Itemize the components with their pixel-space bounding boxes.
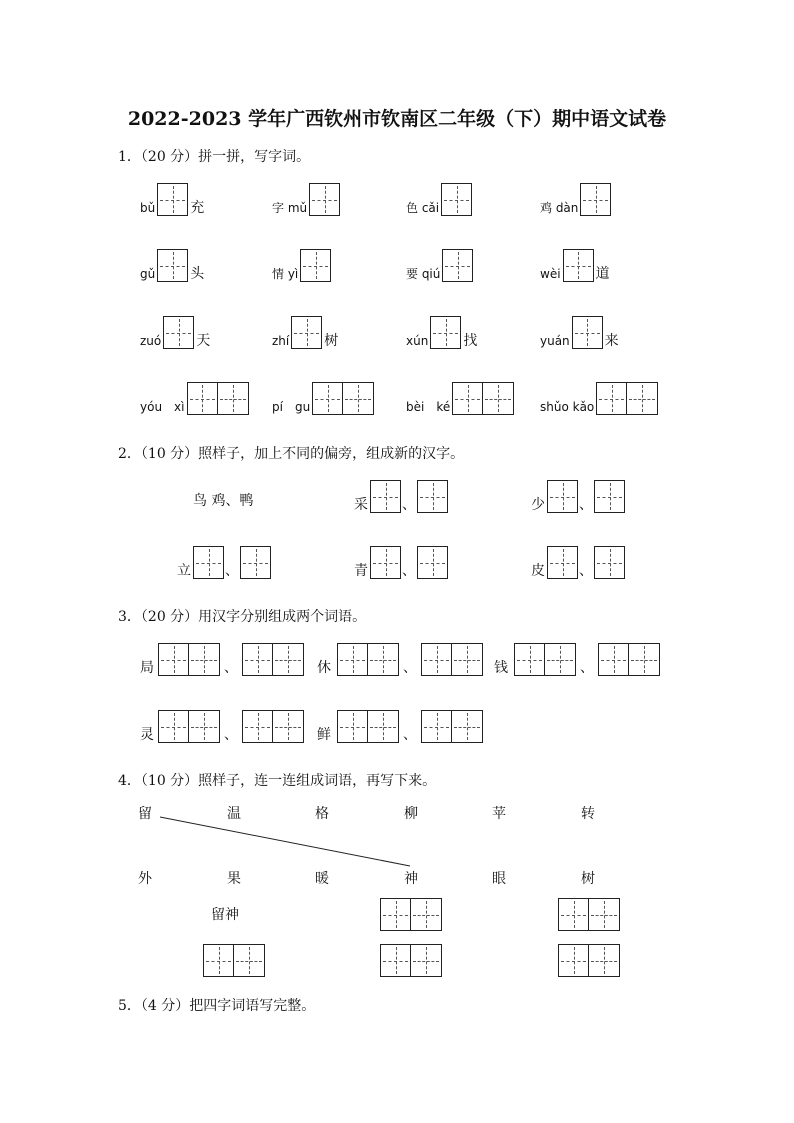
q3-item-xian: 鲜 、 bbox=[315, 710, 483, 743]
writing-box[interactable] bbox=[203, 944, 234, 977]
q1-item-16: shǔo kǎo bbox=[538, 382, 658, 415]
q4-top-3[interactable]: 格 bbox=[315, 806, 329, 822]
q1-item-5: gǔ 头 bbox=[138, 249, 206, 282]
q1-item-15: bèi ké bbox=[404, 382, 514, 415]
q1-item-4: 鸡 dàn bbox=[538, 183, 611, 216]
q1-item-6: 情 yì bbox=[270, 249, 331, 282]
q1-item-2: 字 mǔ bbox=[270, 183, 340, 216]
q2-example: 鸟 鸡、鸭 bbox=[193, 493, 254, 509]
q4-top-1[interactable]: 留 bbox=[138, 806, 152, 822]
writing-box[interactable] bbox=[589, 944, 620, 977]
writing-box[interactable] bbox=[380, 944, 411, 977]
q2-heading: 2．（10 分）照样子，加上不同的偏旁，组成新的汉字。 bbox=[118, 446, 465, 462]
q4-bottom-6[interactable]: 树 bbox=[581, 871, 595, 887]
q1-item-8: wèi 道 bbox=[538, 249, 612, 282]
writing-box[interactable] bbox=[380, 898, 411, 931]
q2-item-li: 立 、 bbox=[175, 546, 271, 579]
q3-item-ju: 局 、 bbox=[138, 643, 304, 676]
q3-heading: 3．（20 分）用汉字分别组成两个词语。 bbox=[118, 609, 367, 625]
q4-example-word: 留神 bbox=[211, 907, 239, 923]
q4-answer-box-2 bbox=[558, 898, 620, 931]
q4-bottom-3[interactable]: 暖 bbox=[315, 871, 329, 887]
q3-item-ling: 灵 、 bbox=[138, 710, 304, 743]
q2-item-cai: 采 、 bbox=[352, 480, 448, 513]
q1-item-1: bǔ 充 bbox=[138, 183, 206, 216]
writing-box[interactable] bbox=[589, 898, 620, 931]
writing-box[interactable] bbox=[558, 944, 589, 977]
writing-box[interactable] bbox=[234, 944, 265, 977]
q5-heading: 5．（4 分）把四字词语写完整。 bbox=[118, 998, 316, 1014]
q4-bottom-2[interactable]: 果 bbox=[227, 871, 241, 887]
q4-answer-box-3 bbox=[203, 944, 265, 977]
q3-item-xiu: 休 、 bbox=[315, 643, 483, 676]
q4-answer-box-5 bbox=[558, 944, 620, 977]
q2-item-qing: 青 、 bbox=[352, 546, 448, 579]
writing-box[interactable] bbox=[558, 898, 589, 931]
q1-item-13: yóu xì bbox=[138, 382, 249, 415]
q4-top-6[interactable]: 转 bbox=[581, 806, 595, 822]
q4-top-2[interactable]: 温 bbox=[227, 806, 241, 822]
q2-item-pi: 皮 、 bbox=[529, 546, 625, 579]
page-title: 2022-2023 学年广西钦州市钦南区二年级（下）期中语文试卷 bbox=[127, 108, 667, 130]
q4-bottom-5[interactable]: 眼 bbox=[492, 871, 506, 887]
q4-bottom-1[interactable]: 外 bbox=[138, 871, 152, 887]
q4-answer-box-1 bbox=[380, 898, 442, 931]
writing-box[interactable] bbox=[411, 944, 442, 977]
q1-item-14: pí gu bbox=[270, 382, 374, 415]
q1-item-10: zhí 树 bbox=[270, 316, 340, 349]
q1-item-3: 色 cǎi bbox=[404, 183, 472, 216]
q1-item-11: xún 找 bbox=[404, 316, 479, 349]
q1-item-9: zuó 天 bbox=[138, 316, 212, 349]
q2-item-shao: 少 、 bbox=[529, 480, 625, 513]
q4-bottom-4[interactable]: 神 bbox=[404, 871, 418, 887]
writing-box[interactable] bbox=[411, 898, 442, 931]
q1-heading: 1．（20 分）拼一拼，写字词。 bbox=[118, 149, 311, 165]
q4-answer-box-4 bbox=[380, 944, 442, 977]
q1-item-12: yuán 来 bbox=[538, 316, 621, 349]
q3-item-qian: 钱 、 bbox=[492, 643, 660, 676]
q4-heading: 4．（10 分）照样子，连一连组成词语，再写下来。 bbox=[118, 773, 437, 789]
q4-top-4[interactable]: 柳 bbox=[404, 806, 418, 822]
q4-top-5[interactable]: 苹 bbox=[492, 806, 506, 822]
q1-item-7: 要 qiú bbox=[404, 249, 473, 282]
